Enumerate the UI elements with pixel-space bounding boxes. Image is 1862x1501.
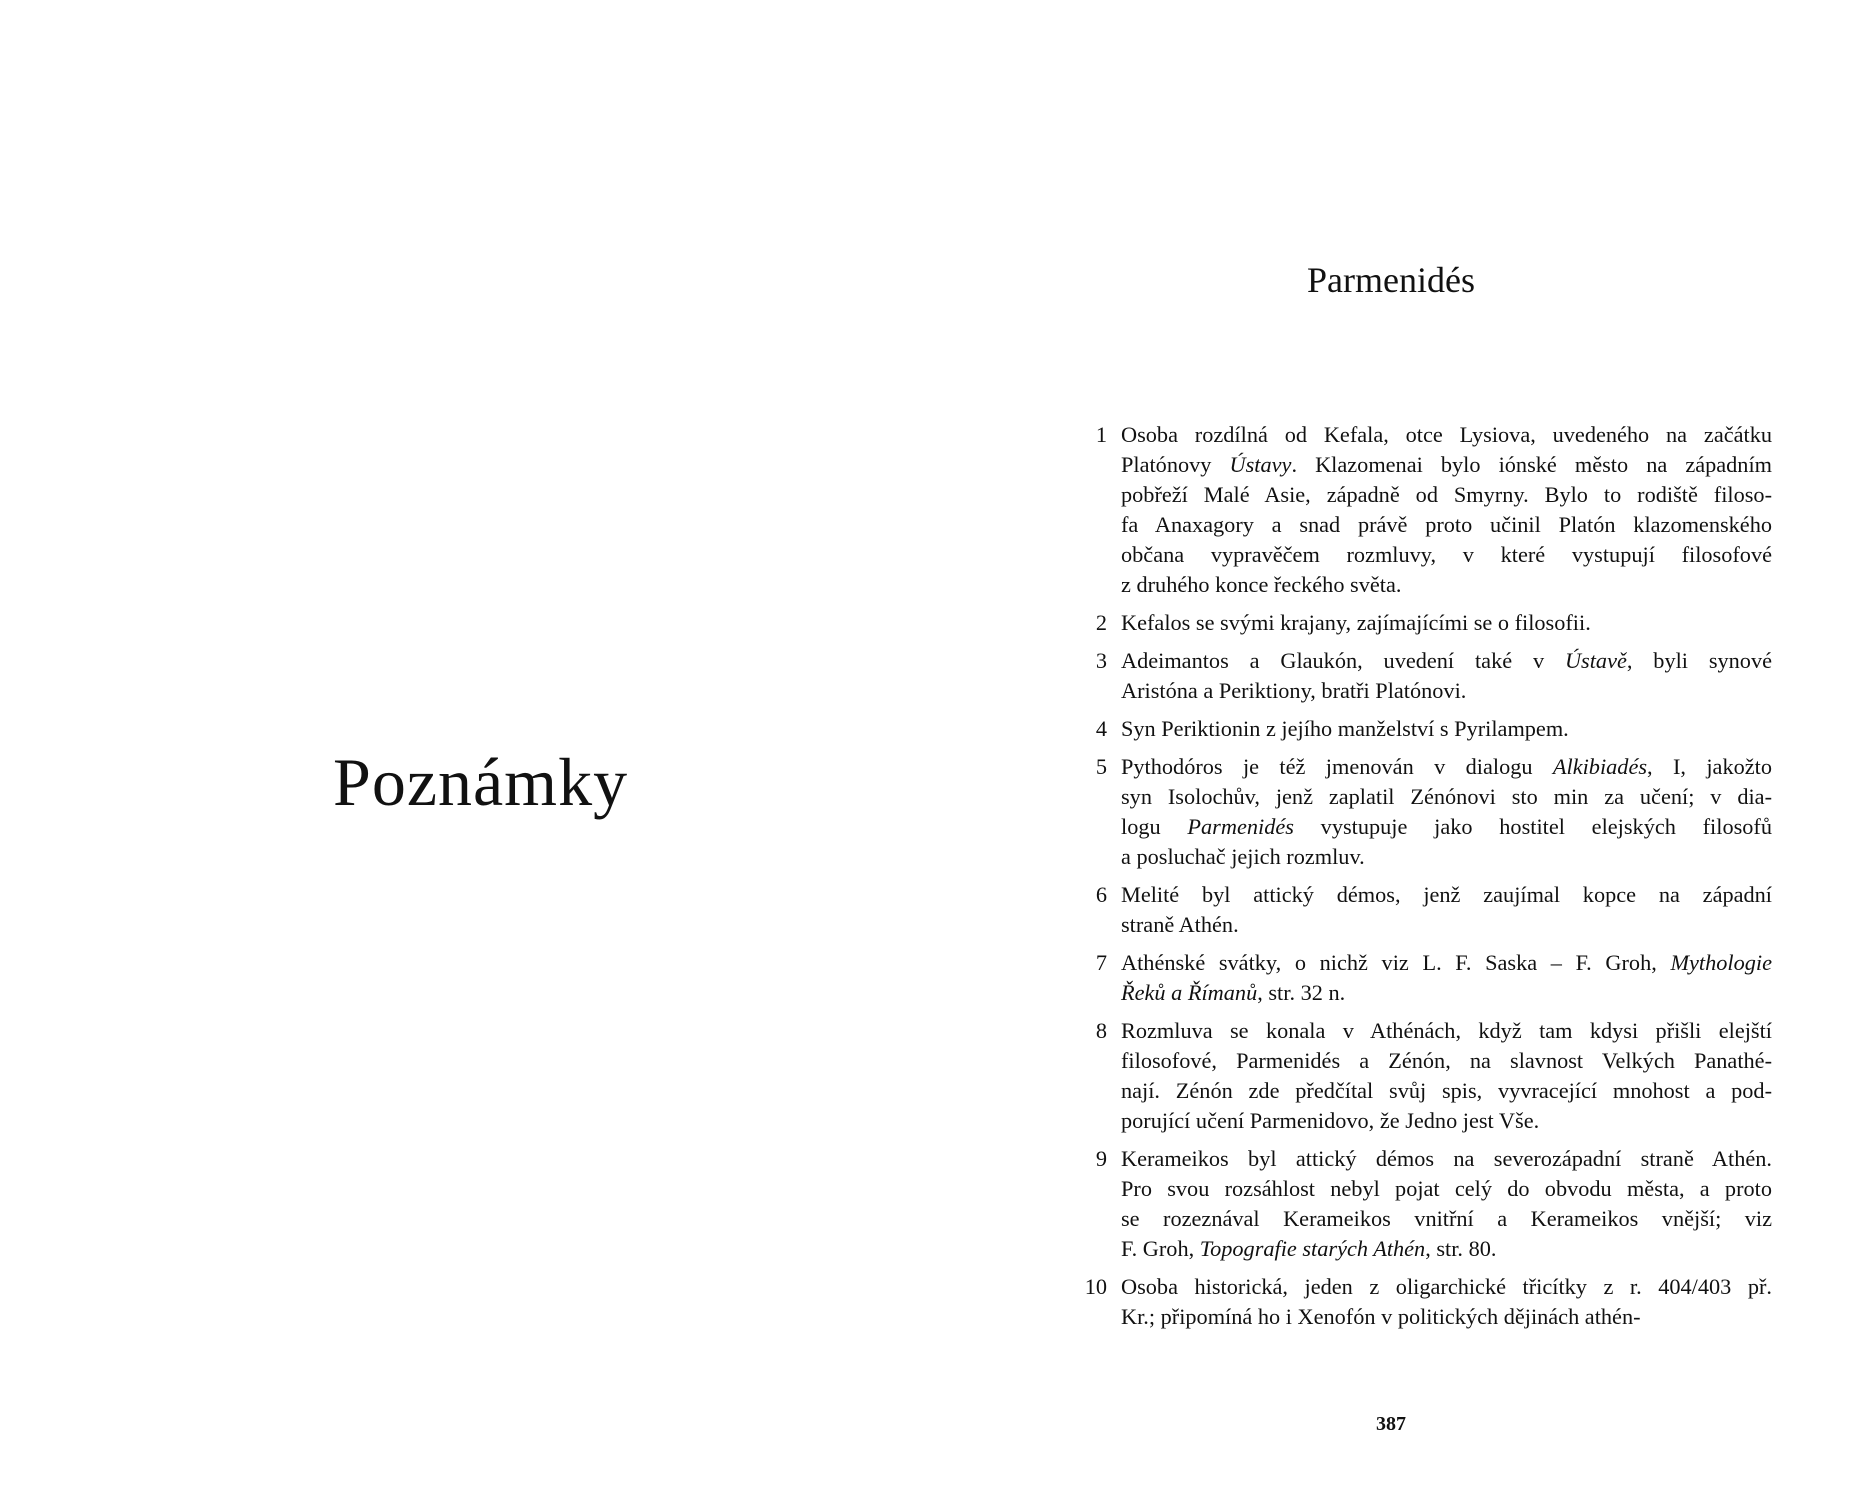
note-text-segment: Adeimantos a Glaukón, uvedení také v [1121, 648, 1565, 673]
note-number: 8 [1095, 1018, 1107, 1043]
note-line [1121, 1016, 1772, 1046]
note-text-segment: fa Anaxagory a snad právě proto učinil Platón klazomenského [1121, 512, 1772, 537]
note-item [1077, 1144, 1772, 1264]
note-text [1121, 1016, 1772, 1136]
note-item [1077, 608, 1772, 638]
notes-list [1077, 420, 1772, 1340]
note-line [1121, 510, 1772, 540]
note-number: 4 [1095, 716, 1107, 741]
note-text [1121, 714, 1772, 744]
note-text [1121, 608, 1772, 638]
note-text-segment: Pro svou rozsáhlost nebyl pojat celý do obvodu města, a proto [1121, 1176, 1772, 1201]
note-text-segment: Kefalos se svými krajany, zajímajícími se o filosofii. [1121, 610, 1591, 635]
note-line [1121, 1204, 1772, 1234]
note-line [1121, 480, 1772, 510]
note-italic-title: Ústavě [1564, 648, 1627, 673]
note-line [1121, 782, 1772, 812]
note-text [1121, 1272, 1772, 1332]
note-number: 3 [1095, 648, 1107, 673]
note-text-segment: , byli synové [1626, 648, 1772, 673]
note-text-segment: Platónovy [1121, 452, 1230, 477]
note-text [1121, 646, 1772, 706]
note-line [1121, 714, 1772, 744]
note-text [1121, 420, 1772, 600]
note-line [1121, 1174, 1772, 1204]
note-line [1121, 646, 1772, 676]
note-item [1077, 646, 1772, 706]
note-text-segment: logu [1121, 814, 1188, 839]
note-text-segment: a posluchač jejich rozmluv. [1121, 844, 1365, 869]
note-text-segment: Athénské svátky, o nichž viz L. F. Saska – F. Groh, [1121, 950, 1671, 975]
note-text-segment: vystupuje jako hostitel elejských filosofů [1293, 814, 1772, 839]
note-item [1077, 948, 1772, 1008]
note-text-segment: z druhého konce řeckého světa. [1121, 572, 1402, 597]
note-line [1121, 1272, 1772, 1302]
note-number: 5 [1095, 754, 1107, 779]
note-item [1077, 1272, 1772, 1332]
note-text-segment: Syn Periktionin z jejího manželství s Pyrilampem. [1121, 716, 1569, 741]
note-item [1077, 714, 1772, 744]
note-item [1077, 420, 1772, 600]
note-line [1121, 752, 1772, 782]
note-line [1121, 420, 1772, 450]
note-line [1121, 1046, 1772, 1076]
note-line [1121, 1234, 1772, 1264]
note-text-segment: Kerameikos byl attický démos na severozápadní straně Athén. [1121, 1146, 1772, 1171]
note-italic-title: Mythologie [1670, 950, 1772, 975]
note-number: 2 [1095, 610, 1107, 635]
note-line [1121, 676, 1772, 706]
note-line [1121, 450, 1772, 480]
note-line [1121, 1106, 1772, 1136]
note-text-segment: , str. 32 n. [1257, 980, 1346, 1005]
note-line [1121, 880, 1772, 910]
note-line [1121, 1144, 1772, 1174]
note-text-segment: se rozeznával Kerameikos vnitřní a Kerameikos vnější; viz [1121, 1206, 1772, 1231]
note-text-segment: nají. Zénón zde předčítal svůj spis, vyvracející mnohost a pod- [1121, 1078, 1772, 1103]
note-line [1121, 910, 1772, 940]
right-page [1020, 0, 1862, 1501]
note-number: 9 [1095, 1146, 1107, 1171]
note-number: 1 [1095, 422, 1107, 447]
section-title: Parmenidés [1307, 260, 1475, 300]
note-text-segment: Rozmluva se konala v Athénách, když tam kdysi přišli elejští [1121, 1018, 1772, 1043]
note-text-segment: . Klazomenai bylo iónské město na západním [1291, 452, 1772, 477]
note-text-segment: straně Athén. [1121, 912, 1239, 937]
note-text [1121, 752, 1772, 872]
note-text [1121, 948, 1772, 1008]
note-text-segment: Kr.; připomíná ho i Xenofón v politických dějinách athén- [1121, 1304, 1641, 1329]
note-line [1121, 608, 1772, 638]
note-item [1077, 880, 1772, 940]
note-item [1077, 752, 1772, 872]
note-text-segment: Osoba rozdílná od Kefala, otce Lysiova, uvedeného na začátku [1121, 422, 1772, 447]
note-line [1121, 1302, 1772, 1332]
note-text-segment: pobřeží Malé Asie, západně od Smyrny. Bylo to rodiště filoso- [1121, 482, 1772, 507]
note-line [1121, 948, 1772, 978]
note-italic-title: Řeků a Římanů [1121, 980, 1258, 1005]
note-italic-title: Topografie starých Athén [1199, 1236, 1426, 1261]
note-text-segment: filosofové, Parmenidés a Zénón, na slavnost Velkých Panathé- [1121, 1048, 1772, 1073]
note-text-segment: Osoba historická, jeden z oligarchické třicítky z r. 404/403 př. [1121, 1274, 1772, 1299]
note-text-segment: syn Isolochův, jenž zaplatil Zénónovi sto min za učení; v dia- [1121, 784, 1772, 809]
note-number: 10 [1084, 1274, 1107, 1299]
note-text [1121, 880, 1772, 940]
note-text-segment: , str. 80. [1425, 1236, 1497, 1261]
note-italic-title: Ústavy [1229, 452, 1292, 477]
note-line [1121, 540, 1772, 570]
note-item [1077, 1016, 1772, 1136]
note-line [1121, 978, 1772, 1008]
note-number: 6 [1095, 882, 1107, 907]
note-text-segment: Aristóna a Periktiony, bratři Platónovi. [1121, 678, 1467, 703]
note-text-segment: F. Groh, [1121, 1236, 1200, 1261]
note-text-segment: , I, jakožto [1647, 754, 1772, 779]
page-number: 387 [1376, 1413, 1406, 1435]
left-page-title: Poznámky [333, 744, 629, 820]
note-line [1121, 570, 1772, 600]
note-text-segment: Pythodóros je též jmenován v dialogu [1121, 754, 1553, 779]
note-text-segment: občana vypravěčem rozmluvy, v které vystupují filosofové [1121, 542, 1772, 567]
note-number: 7 [1095, 950, 1107, 975]
note-text-segment: Melité byl attický démos, jenž zaujímal kopce na západní [1121, 882, 1772, 907]
note-italic-title: Parmenidés [1187, 814, 1294, 839]
note-line [1121, 812, 1772, 842]
note-line [1121, 842, 1772, 872]
note-text [1121, 1144, 1772, 1264]
note-text-segment: porující učení Parmenidovo, že Jedno jest Vše. [1121, 1108, 1540, 1133]
note-italic-title: Alkibiadés [1552, 754, 1648, 779]
note-line [1121, 1076, 1772, 1106]
